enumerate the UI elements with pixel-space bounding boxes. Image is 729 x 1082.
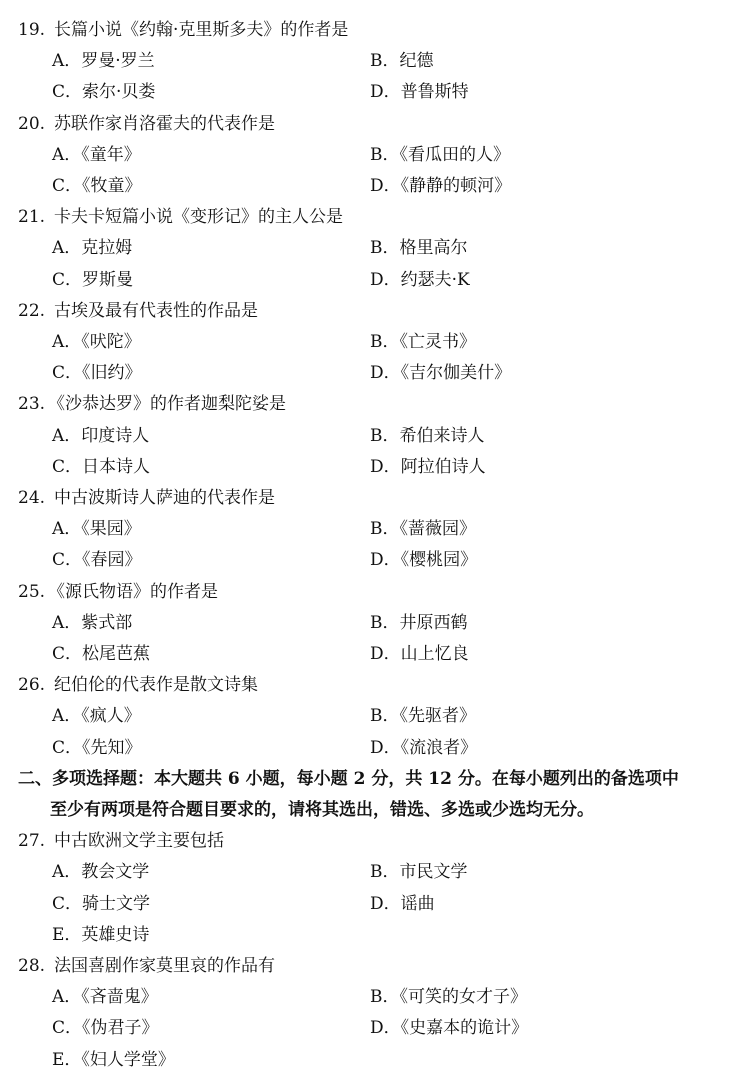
option-left: C．索尔·贝娄 <box>52 82 156 103</box>
option-row <box>0 1013 729 1044</box>
option-left: C．骑士文学 <box>52 893 151 914</box>
option-left: E．英雄史诗 <box>52 924 150 945</box>
option-right: B．《蔷薇园》 <box>370 519 476 540</box>
option-right: D．《流浪者》 <box>370 737 478 758</box>
option-row <box>0 514 729 545</box>
option-row <box>0 920 729 951</box>
option-left: C．《牧童》 <box>52 176 142 196</box>
option-right: B．《先驱者》 <box>370 706 476 727</box>
question-number: 19. <box>18 20 46 40</box>
question-number: 26. <box>18 675 46 696</box>
option-right: D．阿拉伯诗人 <box>370 456 486 477</box>
question-stem-line <box>0 951 729 982</box>
option-right: D．《樱桃园》 <box>370 550 478 571</box>
question-number: 28. <box>18 956 46 976</box>
option-right: B．《亡灵书》 <box>370 332 476 352</box>
question-stem-line <box>0 577 729 608</box>
option-left: C．松尾芭蕉 <box>52 644 151 664</box>
question-number: 23. <box>18 394 46 415</box>
question-stem: 卡夫卡短篇小说《变形记》的主人公是 <box>54 207 343 228</box>
option-right: D．谣曲 <box>370 893 435 914</box>
option-right: B．希伯来诗人 <box>370 425 485 446</box>
question-stem: 中古欧洲文学主要包括 <box>54 831 224 852</box>
question-stem: 苏联作家肖洛霍夫的代表作是 <box>54 113 275 134</box>
question-stem: 法国喜剧作家莫里哀的作品有 <box>54 956 275 976</box>
option-row <box>0 327 729 358</box>
question-stem: 《沙恭达罗》的作者迦梨陀娑是 <box>48 394 286 415</box>
question-number: 27. <box>18 831 46 852</box>
option-left: C．《旧约》 <box>52 363 142 384</box>
option-left: A．《疯人》 <box>52 706 141 727</box>
option-right: D．约瑟夫·K <box>370 269 470 290</box>
option-right: D．普鲁斯特 <box>370 82 469 103</box>
option-left: A．克拉姆 <box>52 238 133 259</box>
option-row <box>0 982 729 1013</box>
option-left: C．罗斯曼 <box>52 269 134 290</box>
question-stem-line <box>0 202 729 233</box>
section-instructions: 至少有两项是符合题目要求的，请将其选出，错选、多选或少选均无分。 <box>50 800 594 820</box>
question-stem-line <box>0 389 729 420</box>
option-right: D．《吉尔伽美什》 <box>370 363 512 384</box>
option-row <box>0 358 729 389</box>
option-row <box>0 77 729 108</box>
option-row <box>0 421 729 452</box>
option-right: D．《史嘉本的诡计》 <box>370 1018 529 1039</box>
question-number: 24. <box>18 488 46 508</box>
question-number: 21. <box>18 207 46 228</box>
option-right: B．井原西鹤 <box>370 612 468 633</box>
option-row <box>0 733 729 764</box>
option-left: C．《伪君子》 <box>52 1018 159 1039</box>
question-stem-line <box>0 483 729 514</box>
section-heading: 二、多项选择题：本大题共 6 小题，每小题 2 分，共 12 分。在每小题列出的备选项中 <box>18 768 679 789</box>
question-stem-line <box>0 15 729 46</box>
section-instructions-line <box>0 795 729 826</box>
option-row <box>0 608 729 639</box>
option-row <box>0 1045 729 1076</box>
question-stem-line <box>0 109 729 140</box>
option-left: A．《吠陀》 <box>52 332 141 352</box>
option-right: D．《静静的顿河》 <box>370 176 512 196</box>
question-stem-line <box>0 826 729 857</box>
question-stem: 中古波斯诗人萨迪的代表作是 <box>54 488 275 508</box>
question-stem-line <box>0 296 729 327</box>
option-left: A．教会文学 <box>52 862 150 883</box>
option-left: C．日本诗人 <box>52 456 151 477</box>
option-row <box>0 265 729 296</box>
option-left: C．《春园》 <box>52 550 142 571</box>
question-stem: 古埃及最有代表性的作品是 <box>54 300 258 321</box>
option-row <box>0 233 729 264</box>
question-number: 22. <box>18 300 46 321</box>
section-heading-line <box>0 764 729 795</box>
option-right: B．格里高尔 <box>370 238 468 259</box>
option-right: B．《看瓜田的人》 <box>370 144 510 165</box>
option-row <box>0 639 729 670</box>
option-right: B．市民文学 <box>370 862 468 883</box>
option-right: B．纪德 <box>370 51 434 72</box>
option-row <box>0 701 729 732</box>
option-row <box>0 857 729 888</box>
option-left: E．《妇人学堂》 <box>52 1049 175 1070</box>
option-row <box>0 452 729 483</box>
question-stem: 纪伯伦的代表作是散文诗集 <box>54 675 258 696</box>
option-right: B．《可笑的女才子》 <box>370 987 527 1008</box>
option-row <box>0 545 729 576</box>
option-left: A．《吝啬鬼》 <box>52 987 158 1008</box>
question-stem-line <box>0 670 729 701</box>
question-number: 20. <box>18 113 46 134</box>
option-left: A．印度诗人 <box>52 425 150 446</box>
question-number: 25. <box>18 581 46 602</box>
option-left: C．《先知》 <box>52 737 142 758</box>
question-stem: 长篇小说《约翰·克里斯多夫》的作者是 <box>54 20 349 40</box>
option-left: A．紫式部 <box>52 612 133 633</box>
option-left: A．罗曼·罗兰 <box>52 51 155 72</box>
option-left: A．《童年》 <box>52 144 141 165</box>
option-right: D．山上忆良 <box>370 644 469 664</box>
option-row <box>0 889 729 920</box>
option-row <box>0 171 729 202</box>
option-row <box>0 46 729 77</box>
option-left: A．《果园》 <box>52 519 141 540</box>
question-stem: 《源氏物语》的作者是 <box>48 581 218 602</box>
option-row <box>0 140 729 171</box>
